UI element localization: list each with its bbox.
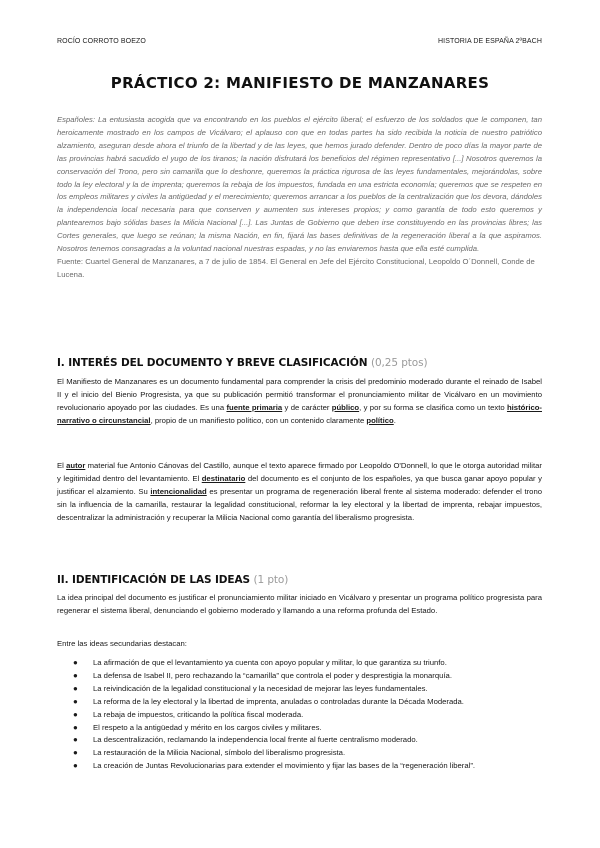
section-1-body	[57, 376, 542, 428]
text-run: , propio de un manifiesto político, con un contenido claramente	[150, 415, 367, 425]
secondary-ideas-list	[57, 657, 542, 773]
text-run: , y por su forma se clasifica como un texto	[359, 402, 507, 412]
section-2-intro	[57, 638, 542, 651]
text-run: El	[57, 461, 67, 470]
list-item	[57, 709, 542, 722]
section-1-title: I. INTERÉS DEL DOCUMENTO Y BREVE CLASIFICACIÓN	[57, 357, 368, 369]
page-title: PRÁCTICO 2: MANIFIESTO DE MANZANARES	[110, 74, 490, 92]
section-1-body-2	[57, 460, 542, 525]
bullet-icon: ●	[73, 735, 78, 745]
text-run: y de carácter	[282, 402, 332, 412]
running-header	[57, 38, 542, 45]
term-politico: político	[366, 415, 394, 425]
text-run: es presentar un programa de regeneración liberal frente al sistema moderado: defender el trono sin la influencia de la camarilla, restaurar la legalidad constitucional, reformar la ley electoral y la libertad de imprenta, rebajar impuestos, descentralizar la administración y recuperar la Milicia Nacional como garantía del liberalismo progresista.	[57, 486, 543, 522]
text-run: .	[393, 415, 396, 425]
section-1-points: (0,25 ptos)	[370, 357, 428, 369]
quote-text: Españoles: La entusiasta acogida que va encontrando en los pueblos el ejército liberal; el esfuerzo de los soldados que le componen, tan heroicamente mostrado en los campos de Vicálvaro; el aplauso con que en todas partes ha sido recibida la noticia de nuestro patriótico alzamiento, aseguran desde ahora el triunfo de la libertad y de las leyes, que hemos jurado defender. Dentro de poco días la mayor parte de las provincias habrá sacudido el yugo de los tiranos; la nación disfrutará los beneficios del régimen representativo [...] Nosotros queremos la conservación del Trono, pero sin camarilla que lo deshonre, queremos la práctica rigurosa de las leyes fundamentales, mejorándolas, sobre todo la ley electoral y la de imprenta; queremos la rebaja de los impuestos, fundada en una estricta economía; queremos que se respeten en los empleos militares y civiles la antigüedad y el merecimiento; queremos arrancar a los pueblos de la centralización que los devora, dándoles la independencia local necesaria para que conserven y aumenten sus intereses propios; y como garantía de todo esto queremos y plantearemos bajo sólidas bases la Milicia Nacional [...]. Las Juntas de Gobierno que deben irse constituyendo en las provincias libres; las Cortes generales, que luego se reúnan; la misma Nación, en fin, fijará las bases definitivas de la regeneración liberal a la que aspiramos. Nosotros tenemos consagradas a la voluntad nacional nuestras espadas, y no las enviaremos hasta que ella esté cumplida.	[57, 115, 542, 254]
term-fuente-primaria: fuente primaria	[226, 402, 283, 412]
header-author: ROCÍO CORROTO BOEZO	[57, 38, 146, 45]
term-historico-narrativo: histórico-narrativo o circunstancial	[57, 402, 542, 425]
list-item	[57, 696, 542, 709]
list-item-text: La reivindicación de la legalidad constitucional y la necesidad de mejorar las leyes fundamentales.	[93, 683, 428, 693]
term-destinatario: destinatario	[201, 473, 246, 483]
list-item	[57, 734, 542, 747]
section-1-paragraph-1	[57, 376, 542, 428]
source-quote	[57, 114, 542, 282]
list-item-text: La reforma de la ley electoral y la libertad de imprenta, anuladas o controladas durante la Década Moderada.	[93, 696, 464, 706]
list-item	[57, 722, 542, 735]
section-2-paragraph-1: La idea principal del documento es justificar el pronunciamiento militar iniciado en Vicálvaro y presentar un programa político progresista para regenerar el sistema liberal, denunciando el gobierno moderado y llamando a una reforma profunda del Estado.	[57, 593, 542, 615]
term-intencionalidad: intencionalidad	[150, 486, 207, 496]
bullet-icon: ●	[73, 709, 78, 719]
section-2-heading	[57, 574, 542, 586]
header-course: HISTORIA DE ESPAÑA 2ºBACH	[438, 38, 542, 45]
list-item	[57, 760, 542, 773]
section-2-paragraph-2: Entre las ideas secundarias destacan:	[57, 639, 187, 648]
list-item	[57, 747, 542, 760]
term-publico: público	[331, 402, 360, 412]
bullet-icon: ●	[73, 658, 78, 667]
list-item	[57, 670, 542, 683]
text-run: del documento es el conjunto de los españoles, ya que busca ganar apoyo popular y justificar el alzamiento. Su	[57, 473, 542, 496]
bullet-icon: ●	[73, 683, 78, 693]
section-2-points: (1 pto)	[253, 574, 289, 586]
list-item-text: La restauración de la Milicia Nacional, símbolo del liberalismo progresista.	[93, 748, 346, 758]
bullet-icon: ●	[73, 761, 78, 771]
list-item-text: La afirmación de que el levantamiento ya cuenta con apoyo popular y militar, lo que garantiza su triunfo.	[93, 658, 447, 667]
text-run: El Manifiesto de Manzanares es un documento fundamental para comprender la crisis del predominio moderado durante el reinado de Isabel II y el inicio del Bienio Progresista, ya que su publicación permitió transformar el pronunciamiento militar de Vicálvaro en un movimiento revolucionario apoyado por las ciudades. Es una	[57, 377, 542, 412]
section-2-title: II. IDENTIFICACIÓN DE LAS IDEAS	[57, 574, 250, 586]
bullet-icon: ●	[73, 748, 78, 758]
list-item-text: La defensa de Isabel II, pero rechazando la “camarilla” que controla el poder y desprestigia la monarquía.	[93, 670, 452, 680]
list-item	[57, 683, 542, 696]
quote-source: Fuente: Cuartel General de Manzanares, a 7 de julio de 1854. El General en Jefe del Ejército Constitucional, Leopoldo O´Donnell, Conde de Lucena.	[57, 256, 535, 279]
list-item-text: La descentralización, reclamando la independencia local frente al fuerte centralismo moderado.	[93, 735, 418, 745]
list-item-text: El respeto a la antigüedad y mérito en los cargos civiles y militares.	[93, 722, 322, 732]
section-2-body	[57, 592, 542, 618]
list-item-text: La rebaja de impuestos, criticando la política fiscal moderada.	[93, 709, 304, 719]
section-1-heading	[57, 357, 542, 369]
list-item-text: La creación de Juntas Revolucionarias para extender el movimiento y fijar las bases de la “regeneración liberal”.	[93, 761, 476, 771]
bullet-icon: ●	[73, 722, 78, 732]
text-run: material fue Antonio Cánovas del Castillo, aunque el texto aparece firmado por Leopoldo O'Donnell, lo que le otorga autoridad militar y legitimidad dentro del levantamiento. El	[57, 461, 542, 483]
section-1-paragraph-2	[57, 460, 542, 525]
list-item	[57, 657, 542, 670]
term-autor: autor	[66, 461, 86, 470]
bullet-icon: ●	[73, 696, 78, 706]
bullet-icon: ●	[73, 670, 78, 680]
